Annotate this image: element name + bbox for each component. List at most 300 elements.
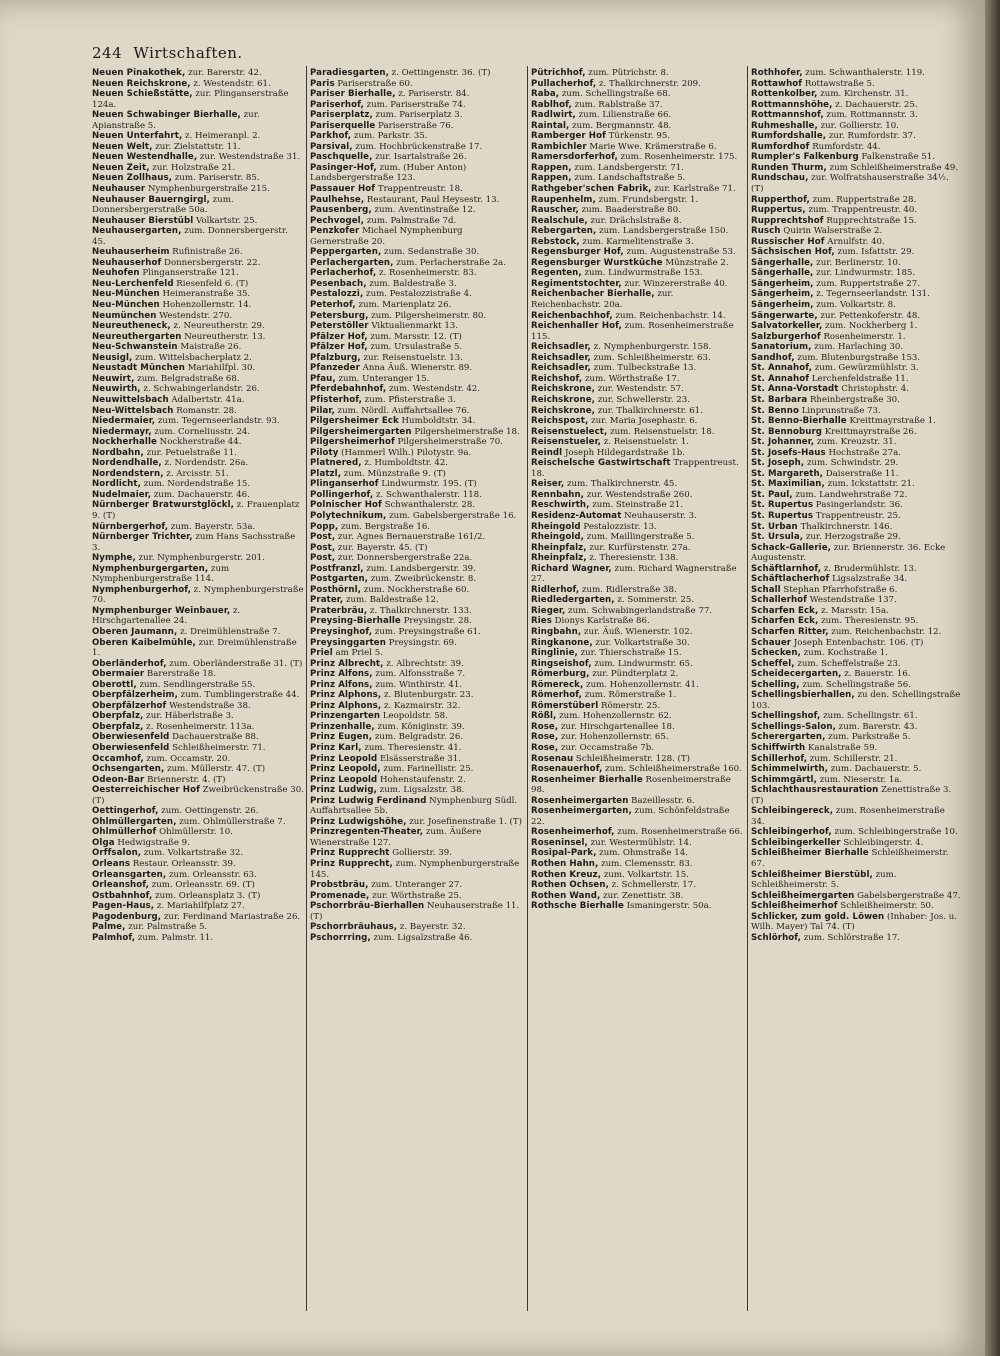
entry-address: zur. Reichenbachstr. 20a. <box>531 289 674 311</box>
entry-name: Oberen Kaibelmühle, <box>92 637 196 648</box>
entry-name: Prinz Leopold <box>310 753 378 764</box>
directory-entry <box>310 363 522 374</box>
directory-entry <box>751 711 961 722</box>
directory-entry <box>92 279 304 290</box>
entry-address: zum. Lindwurmstr. 65. <box>591 658 693 669</box>
entry-address: zur. Westendstr. 57. <box>595 384 684 395</box>
directory-entry <box>310 226 522 247</box>
directory-entry <box>531 648 743 659</box>
entry-name: Orleanshof, <box>92 880 150 891</box>
column-divider <box>306 66 307 1311</box>
entry-address: Nymphenburgerstraße 215. <box>145 184 270 195</box>
entry-address: zur. Palmstraße 5. <box>125 922 208 933</box>
directory-entry <box>531 870 743 881</box>
entry-name: Nockherhalle <box>92 437 157 448</box>
directory-entry <box>92 395 304 406</box>
entry-name: Prinzenhalle, <box>310 721 375 732</box>
entry-address: zum. Ursulastraße 5. <box>367 342 463 353</box>
entry-name: Preysinggarten <box>310 637 386 648</box>
entry-address: Gollierstr. 39. <box>389 848 452 859</box>
entry-address: zum. Schwanthalerstr. 119. <box>802 68 925 78</box>
directory-entry <box>531 216 743 227</box>
entry-name: Pferdebahnhof, <box>310 384 387 395</box>
entry-address: zum. Unteranger 27. <box>368 880 463 891</box>
directory-entry <box>531 511 743 522</box>
entry-address: z. Schwabingerlandstr. 26. <box>140 384 260 395</box>
entry-address: zum. Marsstr. 12. (T) <box>367 331 462 342</box>
entry-name: St. Anna-Vorstadt <box>751 384 839 395</box>
directory-entry <box>751 543 961 564</box>
directory-entry <box>531 522 743 533</box>
entry-address: zur. Occamstraße 7b. <box>558 743 654 753</box>
directory-entry <box>531 891 743 902</box>
entry-address: zur. Winzererstraße 40. <box>621 278 728 289</box>
entry-name: Sängerhalle, <box>751 268 814 279</box>
directory-column-1 <box>92 68 304 943</box>
entry-name: Palmhof, <box>92 932 136 943</box>
directory-entry <box>92 110 304 131</box>
directory-entry <box>531 638 743 649</box>
entry-name: Oberwiesenfeld <box>92 732 170 743</box>
entry-address: zum. Dachauerstr. 46. <box>151 489 250 500</box>
entry-address: zum. Schleibingerstraße 10. <box>831 827 958 838</box>
entry-name: Pechvogel, <box>310 215 365 226</box>
entry-name: Schellings-Salon, <box>751 721 836 732</box>
entry-name: Rosenheimergarten, <box>531 806 632 817</box>
directory-entry <box>310 110 522 121</box>
entry-address: zur. Lindwurmstr. 185. <box>813 268 916 279</box>
entry-address: z. Schmellerstr. 17. <box>608 880 696 891</box>
entry-name: Schecken, <box>751 648 801 659</box>
directory-entry <box>310 743 522 754</box>
entry-address: zur. Hohenzollernstr. 65. <box>558 732 669 743</box>
entry-address: zum. Alfonsstraße 7. <box>372 669 466 680</box>
directory-entry <box>310 479 522 490</box>
entry-address: Rumfordstr. 44. <box>809 141 881 152</box>
entry-address: zum. Ruppertstraße 28. <box>809 194 917 205</box>
directory-entry <box>310 353 522 364</box>
entry-name: Residenz-Automat <box>531 510 622 521</box>
directory-entry <box>751 669 961 680</box>
entry-address: Westendstraße 137. <box>807 595 897 606</box>
entry-name: Prinz Leopold, <box>310 764 381 775</box>
entry-name: Roseninsel, <box>531 837 588 848</box>
entry-name: Pariser Bierhalle, <box>310 89 396 100</box>
entry-name: Reichshof, <box>531 373 583 384</box>
entry-address: z. Pariserstr. 84. <box>395 89 470 100</box>
entry-address: zum. Gewürzmühlstr. 3. <box>812 363 919 374</box>
entry-name: Neuhausergarten, <box>92 226 182 237</box>
entry-address: Rottawstraße 5. <box>802 78 875 89</box>
entry-name: Rottmannshöhe, <box>751 99 833 110</box>
entry-address: Mariahilfpl. 30. <box>184 363 256 374</box>
entry-name: Salvatorkeller, <box>751 321 823 332</box>
directory-entry <box>92 848 304 859</box>
directory-entry <box>531 711 743 722</box>
entry-address: zum. Landsbergerstraße 150. <box>596 226 729 237</box>
entry-address: z. Bayerstr. 32. <box>397 922 466 933</box>
entry-name: Rosipal-Park, <box>531 848 597 859</box>
entry-address: Rheinbergstraße 30. <box>807 394 900 405</box>
directory-entry <box>92 806 304 817</box>
entry-name: Pullacherhof, <box>531 78 597 89</box>
entry-name: Pasinger-Hof, <box>310 162 377 173</box>
entry-name: Rheinpfalz, <box>531 553 587 564</box>
entry-name: Polytechnikum, <box>310 510 387 521</box>
entry-name: Pfälzer Hof, <box>310 342 368 353</box>
entry-address: z. Sommerstr. 25. <box>614 595 695 606</box>
entry-address: Christophstr. 4. <box>838 384 909 395</box>
entry-address: Briennerstr. 4. (T) <box>144 774 226 785</box>
entry-name: Praterbräu, <box>310 605 368 616</box>
directory-entry <box>310 859 522 880</box>
entry-name: Schack-Gallerie, <box>751 542 832 553</box>
entry-address: zum. Rablstraße 37. <box>571 99 663 110</box>
entry-name: Neuen Zollhaus, <box>92 173 173 184</box>
entry-name: Rumfordhof <box>751 141 810 152</box>
entry-address: Heimeranstraße 35. <box>159 289 251 300</box>
entry-address: zum. Richard Wagnerstraße 27. <box>531 563 737 585</box>
directory-entry <box>310 796 522 817</box>
directory-entry <box>751 68 961 79</box>
directory-entry <box>310 775 522 786</box>
entry-name: Pagodenburg, <box>92 911 162 922</box>
directory-entry <box>92 258 304 269</box>
entry-name: Oberpfalz, <box>92 721 144 732</box>
directory-entry <box>531 532 743 543</box>
entry-name: Ringkanone, <box>531 637 593 648</box>
directory-entry <box>92 68 304 79</box>
entry-address: Ohlmüllerstr. 10. <box>156 827 233 838</box>
entry-address: zur. Pettenkoferstr. 48. <box>817 310 921 321</box>
entry-name: Römerstüberl <box>531 700 599 711</box>
entry-name: Römerhof, <box>531 690 582 701</box>
directory-entry <box>531 121 743 132</box>
directory-entry <box>531 764 743 775</box>
directory-entry <box>531 247 743 258</box>
directory-entry <box>751 659 961 670</box>
entry-name: Ramersdorferhof, <box>531 152 618 163</box>
entry-name: Rothhofer, <box>751 68 803 78</box>
entry-address: z. Westendstr. 61. <box>190 78 271 89</box>
directory-entry <box>92 859 304 870</box>
directory-entry <box>531 901 743 912</box>
entry-name: Schallerhof <box>751 595 808 606</box>
entry-address: zum. Hohenzollernstr. 41. <box>583 679 699 690</box>
entry-name: Prinz Ludwigshöhe, <box>310 816 407 827</box>
entry-address: zum. Schillerstr. 21. <box>807 753 898 764</box>
entry-name: Pariserquelle <box>310 120 376 131</box>
directory-entry <box>310 279 522 290</box>
entry-name: Regimentstochter, <box>531 278 622 289</box>
directory-entry <box>751 722 961 733</box>
entry-address: Neuhauserstraße 11. (T) <box>310 901 520 922</box>
entry-address: zur. Ferdinand Mariastraße 26. <box>161 911 301 922</box>
entry-name: Rosenauerhof, <box>531 764 603 775</box>
directory-entry <box>531 184 743 195</box>
entry-name: Pschorrring, <box>310 932 371 943</box>
entry-name: Oettingerhof, <box>92 806 159 817</box>
entry-name: Ringlinie, <box>531 648 578 659</box>
directory-entry <box>92 638 304 659</box>
entry-name: Oberwiesenfeld <box>92 743 170 753</box>
directory-entry <box>531 627 743 638</box>
directory-entry <box>751 785 961 806</box>
directory-entry <box>531 311 743 322</box>
directory-entry <box>92 300 304 311</box>
entry-address: zur. Pündterplatz 2. <box>589 669 679 680</box>
entry-name: Post, <box>310 542 336 553</box>
directory-entry <box>531 226 743 237</box>
directory-entry <box>751 163 961 174</box>
directory-entry <box>92 775 304 786</box>
entry-address: zur. Dreimühlenstraße 1. <box>92 637 297 659</box>
directory-entry <box>92 247 304 258</box>
directory-entry <box>92 163 304 174</box>
entry-name: Schillerhof, <box>751 753 808 764</box>
entry-address: Schleißheimerstr. 50. <box>837 901 934 912</box>
entry-address: Pasingerlandstr. 36. <box>813 500 903 511</box>
entry-name: Radlwirt, <box>531 110 576 121</box>
entry-address: Lerchenfeldstraße 11. <box>809 373 909 384</box>
directory-entry <box>92 416 304 427</box>
directory-entry <box>310 616 522 627</box>
entry-name: Probstbräu, <box>310 880 369 891</box>
entry-address: zum. Ruppertstraße 27. <box>813 278 920 289</box>
entry-address: zur. Wolfratshauserstraße 34½. (T) <box>751 173 949 195</box>
entry-name: Reisenstuelect, <box>531 426 608 437</box>
entry-name: Sächsischen Hof, <box>751 247 835 258</box>
entry-name: Rheingold, <box>531 532 585 543</box>
entry-address: zum Schleißheimerstraße 49. <box>826 162 959 173</box>
directory-entry <box>751 195 961 206</box>
entry-address: zum. Landsbergerstr. 71. <box>571 162 684 173</box>
entry-name: Niedermayr, <box>92 426 152 437</box>
directory-entry <box>531 279 743 290</box>
entry-name: Rosenau <box>531 753 574 764</box>
entry-name: Nymphenburgergarten, <box>92 563 209 574</box>
directory-entry <box>310 922 522 933</box>
directory-entry <box>92 690 304 701</box>
entry-address: zum. Bergmannstr. 48. <box>569 120 672 131</box>
directory-entry <box>92 500 304 521</box>
directory-entry <box>92 79 304 90</box>
entry-name: Nordendhalle, <box>92 458 162 469</box>
entry-address: zum. Maillingerstraße 5. <box>584 532 695 543</box>
directory-entry <box>751 522 961 533</box>
entry-name: St. Urban <box>751 521 798 532</box>
directory-entry <box>310 511 522 522</box>
directory-entry <box>531 680 743 691</box>
entry-name: Pesenbach, <box>310 278 367 289</box>
directory-entry <box>531 595 743 606</box>
entry-address: Barerstraße 18. <box>144 669 216 680</box>
directory-entry <box>751 827 961 838</box>
entry-address: zum. Corneliusstr. 24. <box>151 426 251 437</box>
directory-entry <box>751 258 961 269</box>
entry-name: Neuen Zeit, <box>92 162 150 173</box>
directory-entry <box>310 121 522 132</box>
entry-name: Rebstock, <box>531 236 580 247</box>
entry-address: zum. Landwehrstraße 72. <box>792 489 908 500</box>
entry-address: zur. Briennerstr. 36. Ecke Augustenstr. <box>751 542 946 564</box>
entry-name: Schellingshof, <box>751 711 821 722</box>
directory-entry <box>751 690 961 711</box>
directory-entry <box>531 490 743 501</box>
entry-name: Peppergarten, <box>310 247 382 258</box>
entry-address: zur. Josefinenstraße 1. (T) <box>406 816 522 827</box>
entry-name: Neuen Schwabinger Bierhalle, <box>92 110 241 121</box>
directory-entry <box>310 817 522 828</box>
directory-entry <box>310 827 522 848</box>
directory-entry <box>531 237 743 248</box>
directory-entry <box>751 754 961 765</box>
entry-address: zum. Schwabingerlandstraße 77. <box>565 605 713 616</box>
directory-entry <box>751 606 961 617</box>
entry-address: Stephan Pfarrhofstraße 6. <box>780 584 898 595</box>
directory-entry <box>310 311 522 322</box>
entry-name: Prinz Alphons, <box>310 700 382 711</box>
directory-entry <box>92 406 304 417</box>
entry-name: Scheidecergarten, <box>751 669 842 680</box>
entry-address: zum. Nordendstraße 15. <box>140 479 251 490</box>
directory-entry <box>751 79 961 90</box>
entry-address: z. Dachauerstr. 25. <box>832 99 918 110</box>
entry-address: zur. Westendstraße 260. <box>584 489 693 500</box>
entry-name: Prinzregenten-Theater, <box>310 827 424 838</box>
directory-entry <box>310 89 522 100</box>
entry-address: Trappentreustr. 18. <box>375 184 463 195</box>
directory-entry <box>310 374 522 385</box>
entry-name: Prinz Ludwig Ferdinand <box>310 795 427 806</box>
entry-address: zum. Aventinstraße 12. <box>371 205 476 216</box>
entry-address: zum. Reisenstuelstr. 18. <box>607 426 715 437</box>
entry-address: Anna Äuß. Wienerstr. 89. <box>359 363 473 374</box>
entry-name: Nudelmaier, <box>92 489 152 500</box>
directory-entry <box>310 68 522 79</box>
entry-address: z. Marsstr. 15a. <box>818 605 889 616</box>
directory-entry <box>531 722 743 733</box>
entry-name: St. Joseph, <box>751 458 805 469</box>
directory-entry <box>531 732 743 743</box>
entry-name: Ramberger Hof <box>531 131 606 142</box>
entry-name: Rappen, <box>531 162 572 173</box>
entry-address: zur. Berlinerstr. 10. <box>813 257 901 268</box>
entry-address: z. Heimeranpl. 2. <box>182 131 261 142</box>
entry-address: zum. Nymphenburgerstraße 145. <box>310 859 520 880</box>
entry-address: Nockherstraße 44. <box>156 437 242 448</box>
entry-address: Westendstraße 38. <box>166 700 251 711</box>
entry-name: Reichsadler, <box>531 363 591 374</box>
directory-entry <box>531 142 743 153</box>
entry-address: Restaurant, Paul Heysestr. 13. <box>364 194 500 205</box>
directory-entry <box>751 332 961 343</box>
entry-name: Schimmgärtl, <box>751 774 817 785</box>
entry-name: Pfalzburg, <box>310 352 361 363</box>
directory-entry <box>92 289 304 300</box>
directory-entry <box>751 110 961 121</box>
entry-name: Nymphe, <box>92 553 136 564</box>
entry-name: Realschule, <box>531 215 588 226</box>
directory-entry <box>310 268 522 279</box>
directory-entry <box>751 901 961 912</box>
entry-name: Orleansgarten, <box>92 869 167 880</box>
entry-address: Pilgersheimerstraße 18. <box>411 426 520 437</box>
directory-entry <box>751 532 961 543</box>
entry-name: Neuhauser Bierstübl <box>92 215 194 226</box>
entry-name: Neuen Schießstätte, <box>92 89 193 100</box>
directory-entry <box>531 848 743 859</box>
entry-name: Regensburger Hof, <box>531 247 624 258</box>
entry-name: Regenten, <box>531 268 582 279</box>
directory-entry <box>751 353 961 364</box>
entry-name: Pilar, <box>310 405 335 416</box>
entry-address: Pilgersheimerstraße 70. <box>394 437 503 448</box>
entry-name: Neustadt München <box>92 363 185 374</box>
directory-entry <box>751 648 961 659</box>
entry-name: Rothen Kreuz, <box>531 869 602 880</box>
directory-entry <box>751 638 961 649</box>
entry-name: Rothen Hahn, <box>531 859 599 870</box>
entry-address: zum. Blutenburgstraße 153. <box>794 352 921 363</box>
directory-entry <box>751 384 961 395</box>
directory-column-3 <box>531 68 743 912</box>
entry-name: Reichenbacher Bierhalle, <box>531 289 655 300</box>
directory-entry <box>310 891 522 902</box>
directory-entry <box>751 173 961 194</box>
entry-name: Schleißheimerhof <box>751 901 838 912</box>
directory-entry <box>751 131 961 142</box>
directory-entry <box>310 500 522 511</box>
entry-address: zum. Karmelitenstraße 3. <box>579 236 694 247</box>
entry-name: Neumünchen <box>92 310 157 321</box>
entry-name: Rupperthof, <box>751 194 810 205</box>
entry-address: Maistraße 26. <box>177 342 242 353</box>
entry-name: Pariserplatz, <box>310 110 373 121</box>
entry-name: Sängerwarte, <box>751 310 818 321</box>
directory-entry <box>751 806 961 827</box>
directory-entry <box>751 279 961 290</box>
entry-address: Dachauerstraße 88. <box>169 732 259 743</box>
directory-entry <box>751 448 961 459</box>
entry-address: z. Frauenplatz 9. (T) <box>92 500 300 521</box>
entry-name: Rose, <box>531 743 559 753</box>
entry-name: Schellingsbierhallen, <box>751 690 855 701</box>
entry-name: Neuen Welt, <box>92 141 153 152</box>
entry-address: zur. Barerstr. 42. <box>185 68 262 78</box>
directory-entry <box>531 585 743 596</box>
entry-address: Rosenheimerstr. 1. <box>820 331 906 342</box>
entry-name: Scharfen Ritter, <box>751 626 829 637</box>
entry-name: Neuwirt, <box>92 373 135 384</box>
entry-address: zum. Westendstr. 42. <box>386 384 481 395</box>
entry-address: zum. Nördl. Auffahrtsallee 76. <box>334 405 470 416</box>
entry-address: zum. Landsbergerstr. 39. <box>363 563 476 574</box>
entry-address: Adalbertstr. 41a. <box>168 394 245 405</box>
entry-name: Rumfordshalle, <box>751 131 827 142</box>
directory-entry <box>92 564 304 585</box>
entry-address: zur. Petuelstraße 11. <box>143 447 237 458</box>
directory-entry <box>751 427 961 438</box>
entry-name: Scharfen Eck, <box>751 605 819 616</box>
entry-name: Pilgersheimergarten <box>310 426 412 437</box>
entry-address: zum. Pilgersheimerstr. 80. <box>368 310 487 321</box>
entry-name: Sandhof, <box>751 352 795 363</box>
entry-name: Ochsengarten, <box>92 764 165 775</box>
entry-name: Platnered, <box>310 458 362 469</box>
directory-entry <box>92 374 304 385</box>
directory-entry <box>310 754 522 765</box>
